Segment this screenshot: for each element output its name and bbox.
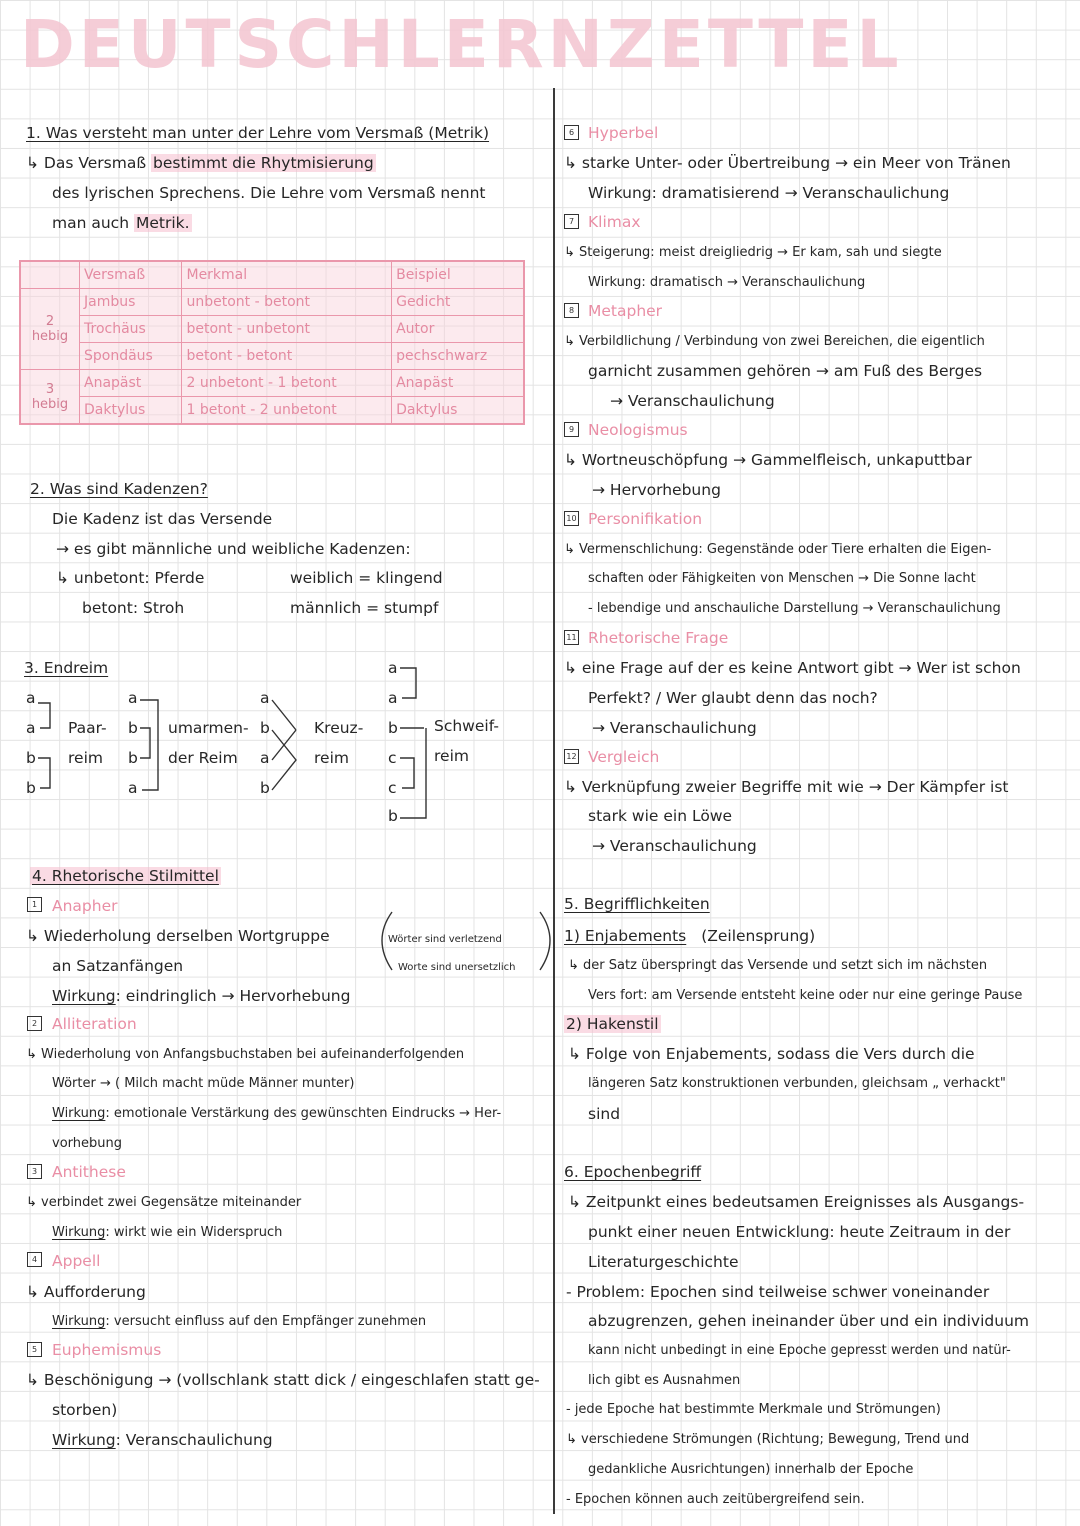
- q2-maennlich: männlich = stumpf: [290, 599, 439, 617]
- item-line: kann nicht unbedingt in eine Epoche gepresst werden und natür-: [588, 1343, 1011, 1358]
- item-name: Hyperbel: [588, 124, 659, 142]
- q2-betont: betont: Stroh: [82, 599, 185, 617]
- item-name: Personifikation: [588, 510, 703, 528]
- item-name: Vergleich: [588, 748, 660, 766]
- table-header: Beispiel: [392, 261, 524, 289]
- item-line: gedankliche Ausrichtungen) innerhalb der Epoche: [588, 1462, 914, 1477]
- q4-title-text: 4. Rhetorische Stilmittel: [32, 867, 219, 885]
- item-wirkung: [52, 986, 350, 1006]
- table-header: Merkmal: [182, 261, 392, 289]
- item-name: Anapher: [52, 897, 118, 915]
- item-name: Euphemismus: [52, 1341, 162, 1359]
- item-line: schaften oder Fähigkeiten von Menschen → Die Sonne lacht: [588, 571, 976, 586]
- item-line: → Veranschaulichung: [610, 392, 775, 410]
- q1-title: 1. Was versteht man unter der Lehre vom Versmaß (Metrik): [26, 124, 490, 142]
- table-cell: Trochäus: [80, 316, 182, 343]
- item-line: ↳ der Satz überspringt das Versende und setzt sich im nächsten: [568, 958, 988, 973]
- rhyme-letter: c: [388, 779, 397, 797]
- rhyme-letter: a: [388, 689, 398, 707]
- wirkung-label: Wirkung: [52, 987, 116, 1005]
- item-line: abzugrenzen, gehen ineinander über und ein individuum: [588, 1312, 1030, 1330]
- item-line: storben): [52, 1401, 118, 1419]
- table-cell: betont - unbetont: [182, 316, 392, 343]
- q2-line2: → es gibt männliche und weibliche Kadenzen:: [56, 540, 411, 558]
- freq-label: hebig: [31, 396, 69, 412]
- item-line: Wirkung: dramatisierend → Veranschaulichung: [588, 184, 950, 202]
- rhyme-letter: b: [260, 779, 270, 797]
- rhyme-letter: b: [26, 779, 36, 797]
- item-number-box: 4: [27, 1252, 42, 1267]
- rhyme-letter: a: [388, 659, 398, 677]
- item-number-box: 12: [564, 749, 579, 764]
- item-line: → Veranschaulichung: [592, 837, 757, 855]
- rhyme-letter: c: [388, 749, 397, 767]
- table-cell: Gedicht: [392, 289, 524, 316]
- item-wirkung: [52, 1104, 501, 1124]
- item-number-box: 11: [564, 630, 579, 645]
- item-line: garnicht zusammen gehören → am Fuß des Berges: [588, 362, 983, 380]
- wirkung-label: Wirkung: [52, 1314, 106, 1329]
- freq-label: hebig: [31, 329, 69, 344]
- item-line: ↳ verbindet zwei Gegensätze miteinander: [26, 1195, 302, 1210]
- table-cell: Daktylus: [392, 397, 524, 425]
- wirkung-text: : emotionale Verstärkung des gewünschten Eindrucks → Her-: [105, 1106, 502, 1121]
- item-number-box: 8: [564, 303, 579, 318]
- item-line: vorhebung: [52, 1136, 122, 1151]
- item-number-box: 5: [27, 1342, 42, 1357]
- item-line: ↳ eine Frage auf der es keine Antwort gibt → Wer ist schon: [564, 659, 1021, 677]
- item-line: ↳ Beschönigung → (vollschlank statt dick / eingeschlafen statt ge-: [26, 1371, 540, 1389]
- wirkung-text: : eindringlich → Hervorhebung: [115, 987, 351, 1005]
- item-name: Rhetorische Frage: [588, 629, 729, 647]
- q4-note2: Worte sind unersetzlich: [398, 962, 516, 973]
- rhyme-letter: a: [260, 689, 270, 707]
- item-name: Metapher: [588, 302, 663, 320]
- item-line: Literaturgeschichte: [588, 1253, 739, 1271]
- q2-line1: Die Kadenz ist das Versende: [52, 510, 273, 528]
- rhyme-letter: b: [128, 719, 138, 737]
- q2-unbetont: ↳ unbetont: Pferde: [56, 569, 205, 587]
- item-line: - lebendige und anschauliche Darstellung → Veranschaulichung: [588, 601, 1001, 616]
- rhyme-letter: b: [388, 807, 398, 825]
- item-line: punkt einer neuen Entwicklung: heute Zeitraum in der: [588, 1223, 1011, 1241]
- paarreim-label: reim: [68, 749, 103, 767]
- item-line: ↳ Wiederholung derselben Wortgruppe: [26, 927, 330, 945]
- item-line: ↳ Steigerung: meist dreigliedrig → Er kam, sah und siegte: [564, 245, 942, 260]
- q4-title: [30, 866, 221, 886]
- item-line: ↳ Wiederholung von Anfangsbuchstaben bei aufeinanderfolgenden: [26, 1047, 465, 1062]
- item-line: Perfekt? / Wer glaubt denn das noch?: [588, 689, 878, 707]
- paarreim-label: Paar-: [68, 719, 107, 737]
- wirkung-label: Wirkung: [52, 1431, 116, 1449]
- rhyme-letter: b: [128, 749, 138, 767]
- item-line: an Satzanfängen: [52, 957, 184, 975]
- item-number-box: 10: [564, 511, 579, 526]
- q2-title: 2. Was sind Kadenzen?: [30, 480, 208, 498]
- item-number-box: 7: [564, 214, 579, 229]
- rhyme-letter: b: [388, 719, 398, 737]
- enjabement-label: [564, 926, 815, 946]
- item-name: Antithese: [52, 1163, 126, 1181]
- item-line: - jede Epoche hat bestimmte Merkmale und Strömungen): [566, 1402, 941, 1417]
- q1-line1-b: bestimmt die Rhytmisierung: [153, 154, 374, 172]
- item-line: Wörter → ( Milch macht müde Männer munter): [52, 1076, 355, 1091]
- wirkung-label: Wirkung: [52, 1225, 106, 1240]
- item-name: Neologismus: [588, 421, 688, 439]
- schweifreim-label: reim: [434, 747, 469, 765]
- item-line: - Problem: Epochen sind teilweise schwer voneinander: [566, 1283, 990, 1301]
- item-number-box: 6: [564, 125, 579, 140]
- item-number-box: 3: [27, 1164, 42, 1179]
- item-line: stark wie ein Löwe: [588, 807, 733, 825]
- enjabement-note: (Zeilensprung): [701, 927, 816, 945]
- freq-number: 3: [45, 381, 55, 397]
- rhyme-letter: a: [26, 689, 36, 707]
- page-title: DEUTSCHLERNZETTEL: [20, 6, 903, 83]
- item-wirkung: [52, 1223, 282, 1243]
- item-line: ↳ Verbildlichung / Verbindung von zwei Bereichen, die eigentlich: [564, 334, 985, 349]
- q5-title: 5. Begrifflichkeiten: [564, 895, 710, 913]
- hakenstil-label: [564, 1014, 661, 1034]
- rhyme-letter: a: [260, 749, 270, 767]
- table-cell: 1 betont - 2 unbetont: [182, 397, 392, 425]
- enjabement-term: 1) Enjabements: [564, 927, 687, 945]
- freq-number: 2: [45, 314, 55, 329]
- item-line: ↳ verschiedene Strömungen (Richtung; Bewegung, Trend und: [566, 1432, 970, 1447]
- item-wirkung: [52, 1312, 426, 1332]
- item-line: Vers fort: am Versende entsteht keine oder nur eine geringe Pause: [588, 988, 1023, 1003]
- item-line: → Hervorhebung: [592, 481, 721, 499]
- hakenstil-term: 2) Hakenstil: [566, 1015, 659, 1033]
- item-line: - Epochen können auch zeitübergreifend sein.: [566, 1492, 865, 1507]
- umarmend-label: der Reim: [168, 749, 238, 767]
- rhyme-letter: a: [128, 779, 138, 797]
- item-name: Alliteration: [52, 1015, 137, 1033]
- rhyme-letter: a: [128, 689, 138, 707]
- q4-note1: Wörter sind verletzend: [388, 934, 502, 945]
- q3-title: 3. Endreim: [24, 659, 109, 677]
- umarmend-label: umarmen-: [168, 719, 249, 737]
- item-line: sind: [588, 1105, 621, 1123]
- item-line: ↳ starke Unter- oder Übertreibung → ein Meer von Tränen: [564, 154, 1011, 172]
- table-cell: Anapäst: [392, 370, 524, 397]
- item-line: ↳ Folge von Enjabements, sodass die Vers durch die: [568, 1045, 975, 1063]
- q2-weiblich: weiblich = klingend: [290, 569, 443, 587]
- item-number-box: 9: [564, 422, 579, 437]
- item-number-box: 2: [27, 1016, 42, 1031]
- table-cell: betont - betont: [182, 343, 392, 370]
- table-cell: 2 unbetont - 1 betont: [182, 370, 392, 397]
- item-line: ↳ Zeitpunkt eines bedeutsamen Ereignisses als Ausgangs-: [568, 1193, 1025, 1211]
- wirkung-text: : wirkt wie ein Widerspruch: [105, 1225, 283, 1240]
- item-number-box: 1: [27, 897, 42, 912]
- kreuzreim-label: reim: [314, 749, 349, 767]
- item-wirkung: [52, 1430, 273, 1450]
- wirkung-label: Wirkung: [52, 1106, 106, 1121]
- table-cell: Spondäus: [80, 343, 182, 370]
- table-cell: Anapäst: [80, 370, 182, 397]
- table-header: Versmaß: [80, 261, 182, 289]
- item-name: Appell: [52, 1252, 101, 1270]
- kreuzreim-label: Kreuz-: [314, 719, 364, 737]
- table-cell: Daktylus: [80, 397, 182, 425]
- item-line: ↳ Verknüpfung zweier Begriffe mit wie → Der Kämpfer ist: [564, 778, 1009, 796]
- rhyme-letter: a: [26, 719, 36, 737]
- schweifreim-label: Schweif-: [434, 717, 499, 735]
- q1-line1-a: ↳ Das Versmaß: [26, 154, 147, 172]
- table-cell: pechschwarz: [392, 343, 524, 370]
- item-line: ↳ Aufforderung: [26, 1283, 146, 1301]
- item-line: ↳ Vermenschlichung: Gegenstände oder Tiere erhalten die Eigen-: [564, 542, 992, 557]
- wirkung-text: : versucht einfluss auf den Empfänger zunehmen: [105, 1314, 427, 1329]
- wirkung-text: : Veranschaulichung: [115, 1431, 273, 1449]
- q1-line3-b: Metrik.: [135, 214, 190, 232]
- table-cell: Autor: [392, 316, 524, 343]
- item-line: Wirkung: dramatisch → Veranschaulichung: [588, 275, 866, 290]
- item-line: lich gibt es Ausnahmen: [588, 1373, 741, 1388]
- item-line: ↳ Wortneuschöpfung → Gammelfleisch, unkaputtbar: [564, 451, 972, 469]
- rhyme-letter: b: [26, 749, 36, 767]
- item-line: → Veranschaulichung: [592, 719, 757, 737]
- item-name: Klimax: [588, 213, 641, 231]
- q6-title: 6. Epochenbegriff: [564, 1163, 702, 1181]
- q1-line2: des lyrischen Sprechens. Die Lehre vom Versmaß nennt: [52, 184, 486, 202]
- rhyme-letter: b: [260, 719, 270, 737]
- item-line: längeren Satz konstruktionen verbunden, gleichsam „ verhackt": [588, 1076, 1006, 1091]
- table-cell: Jambus: [80, 289, 182, 316]
- q1-line3-a: man auch: [52, 214, 130, 232]
- table-cell: unbetont - betont: [182, 289, 392, 316]
